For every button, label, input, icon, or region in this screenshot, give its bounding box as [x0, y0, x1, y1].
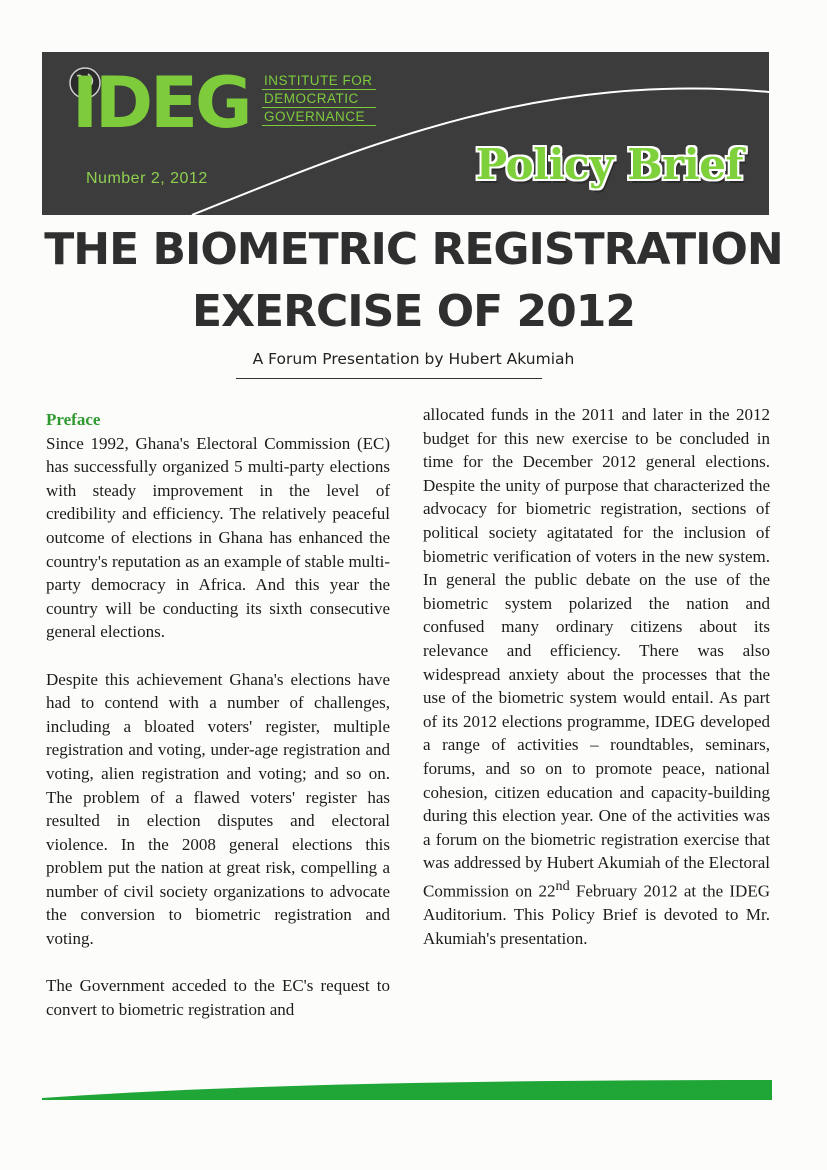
paragraph: The Government acceded to the EC's request to convert to biometric registration and: [46, 976, 390, 1019]
paragraph: allocated funds in the 2011 and later in the 2012 budget for this new exercise to be concluded in time for the December 2012 general elections. Despite the unity of purpose that characterized the advocacy for biometric registration, sections of political society agitatated for the inclusion of biometric verification of voters in the new system. In general the public debate on the use of the biometric system polarized the nation and confused many ordinary citizens about its relevance and efficiency. There was also widespread anxiety about the processes that the use of the biometric system would entail. As part of its 2012 elections programme, IDEG developed a range of activities – roundtables, seminars, forums, and so on to promote peace, national cohesion, citizen education and capacity-building during this election year. One of the activities was a forum on the biometric registration exercise that was addressed by Hubert Akumiah of the Electoral Commission on 22nd February 2012 at the IDEG Auditorium. This Policy Brief is devoted to Mr. Akumiah's presentation.: [423, 405, 770, 948]
footer-green-bar: [42, 1078, 772, 1104]
logo-subtitle: [262, 72, 376, 126]
paragraph: Despite this achievement Ghana's elections have had to contend with a number of challenges, including a bloated voters' register, multiple registration and voting, under-age registration and voting, alien registration and voting; and so on. The problem of a flawed voters' register has resulted in election disputes and electoral violence. In the 2008 general elections this problem put the nation at great risk, compelling a number of civil society organizations to advocate the conversion to biometric registration and voting.: [46, 669, 390, 949]
paragraph: Since 1992, Ghana's Electoral Commission (EC) has successfully organized 5 multi-party elections with steady improvement in the level of credibility and efficiency. The relatively peaceful outcome of elections in Ghana has enhanced the country's reputation as an example of stable multi-party democracy in Africa. And this year the country will be conducting its sixth consecutive general elections.: [46, 433, 390, 642]
document-title-line-2: EXERCISE OF 2012: [192, 286, 635, 337]
masthead-banner: [42, 52, 769, 215]
right-column: [423, 403, 770, 950]
byline-divider: [236, 378, 542, 379]
logo-subtitle-line: GOVERNANCE: [262, 108, 376, 126]
left-column: [46, 408, 390, 1021]
ideg-logo: IDEG: [72, 62, 250, 144]
logo-subtitle-line: INSTITUTE FOR: [262, 72, 376, 90]
section-heading: Preface: [46, 410, 101, 429]
series-title: Policy Brief: [475, 140, 743, 189]
ordinal-suffix: nd: [555, 877, 570, 894]
document-title-line-1: THE BIOMETRIC REGISTRATION: [44, 224, 783, 275]
byline: A Forum Presentation by Hubert Akumiah: [252, 350, 575, 368]
logo-subtitle-line: DEMOCRATIC: [262, 90, 376, 108]
issue-number: Number 2, 2012: [86, 170, 208, 187]
